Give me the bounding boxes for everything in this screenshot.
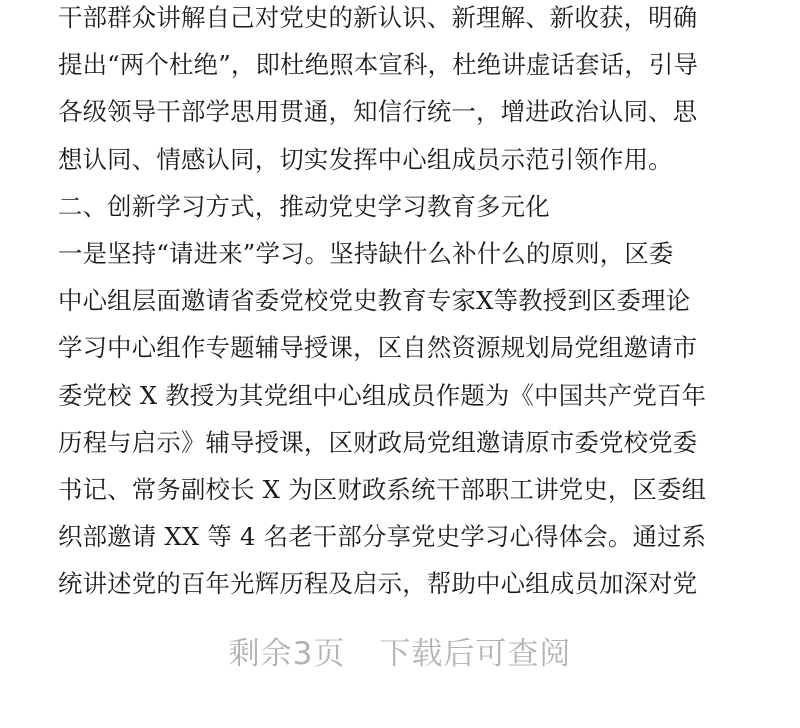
text-line: 干部群众讲解自己对党史的新认识、新理解、新收获，明确 (58, 3, 698, 32)
text-line: 提出“两个杜绝”，即杜绝照本宣科，杜绝讲虚话套话，引导 (58, 50, 699, 80)
text-line: 想认同、情感认同，切实发挥中心组成员示范引领作用。 (58, 144, 673, 174)
download-to-view-link[interactable]: 下载后可查阅 (379, 636, 572, 672)
download-prompt[interactable] (0, 628, 800, 676)
text-line: 历程与启示》辅导授课，区财政局党组邀请原市委党校党委 (58, 427, 698, 457)
remaining-pages-label[interactable]: 剩余3页 (228, 636, 346, 672)
text-line: 中心组层面邀请省委党校党史教育专家X等教授到区委理论 (58, 286, 691, 316)
text-line: 统讲述党的百年光辉历程及启示，帮助中心组成员加深对党 (58, 569, 698, 599)
text-line: 一是坚持“请进来”学习。坚持缺什么补什么的原则，区委 (58, 238, 674, 268)
section-heading: 二、创新学习方式，推动党史学习教育多元化 (58, 191, 550, 221)
text-line: 书记、常务副校长 X 为区财政系统干部职工讲党史，区委组 (58, 474, 707, 504)
document-body (58, 0, 748, 607)
text-line: 学习中心组作专题辅导授课，区自然资源规划局党组邀请市 (58, 333, 698, 363)
text-line: 各级领导干部学思用贯通，知信行统一，增进政治认同、思 (58, 97, 698, 127)
text-line: 委党校 X 教授为其党组中心组成员作题为《中国共产党百年 (58, 380, 707, 410)
text-line: 织部邀请 XX 等 4 名老干部分享党史学习心得体会。通过系 (58, 522, 707, 552)
